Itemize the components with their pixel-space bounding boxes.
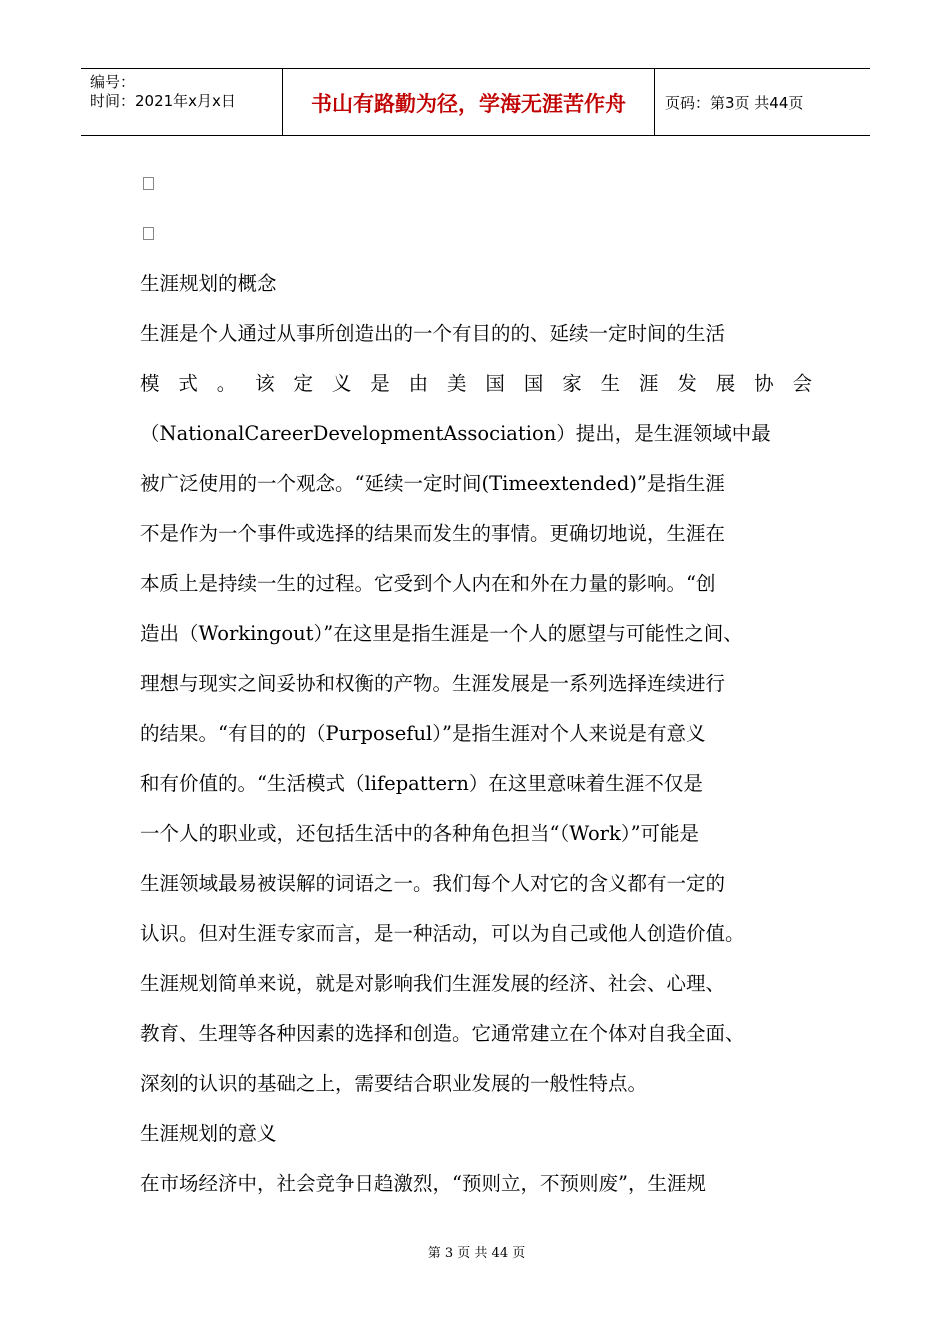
missing-glyph-icon [143, 177, 154, 190]
missing-glyph-icon [143, 227, 154, 240]
paragraph-line: 理想与现实之间妥协和权衡的产物。生涯发展是一系列选择连续进行 [140, 672, 726, 695]
document-time-label: 时间：2021年x月x日 [90, 92, 236, 110]
header-page-cell [655, 69, 870, 135]
document-header [81, 68, 870, 136]
paragraph-line: 被广泛使用的一个观念。“延续一定时间(Timeextended)”是指生涯 [140, 472, 725, 495]
paragraph-line: 造出（Workingout）”在这里是指生涯是一个人的愿望与可能性之间、 [140, 622, 743, 645]
paragraph-line: 不是作为一个事件或选择的结果而发生的事情。更确切地说，生涯在 [140, 522, 726, 545]
paragraph-line: 在市场经济中，社会竞争日趋激烈，“预则立，不预则废”，生涯规 [140, 1172, 706, 1195]
paragraph-line: 生涯规划简单来说，就是对影响我们生涯发展的经济、社会、心理、 [140, 972, 726, 995]
paragraph-line: 的结果。“有目的的（Purposeful）”是指生涯对个人来说是有意义 [140, 722, 706, 745]
paragraph-line: 深刻的认识的基础之上，需要结合职业发展的一般性特点。 [140, 1072, 648, 1095]
paragraph-line: 一个人的职业或，还包括生活中的各种角色担当“（Work）”可能是 [140, 822, 700, 845]
document-number-label: 编号： [90, 73, 136, 91]
paragraph-line: 认识。但对生涯专家而言，是一种活动，可以为自己或他人创造价值。 [140, 922, 745, 945]
paragraph-line: 教育、生理等各种因素的选择和创造。它通常建立在个体对自我全面、 [140, 1022, 745, 1045]
header-page-info: 页码：第3页 共44页 [665, 94, 804, 112]
page-footer: 第 3 页 共 44 页 [427, 1246, 526, 1261]
paragraph-line: 和有价值的。“生活模式（lifepattern）在这里意味着生涯不仅是 [140, 772, 703, 795]
header-motto: 书山有路勤为径，学海无涯苦作舟 [311, 92, 626, 116]
section-heading: 生涯规划的意义 [140, 1122, 277, 1145]
paragraph-line: 本质上是持续一生的过程。它受到个人内在和外在力量的影响。“创 [140, 572, 716, 595]
paragraph-line: （NationalCareerDevelopmentAssociation）提出，是生涯领域中最 [140, 422, 771, 445]
section-heading: 生涯规划的概念 [140, 272, 277, 295]
header-meta-cell [81, 69, 283, 135]
paragraph-line: 模式。该定义是由美国国家生涯发展协会 [140, 372, 812, 395]
paragraph-line: 生涯是个人通过从事所创造出的一个有目的的、延续一定时间的生活 [140, 322, 726, 345]
header-motto-cell [283, 69, 655, 135]
paragraph-line: 生涯领域最易被误解的词语之一。我们每个人对它的含义都有一定的 [140, 872, 726, 895]
